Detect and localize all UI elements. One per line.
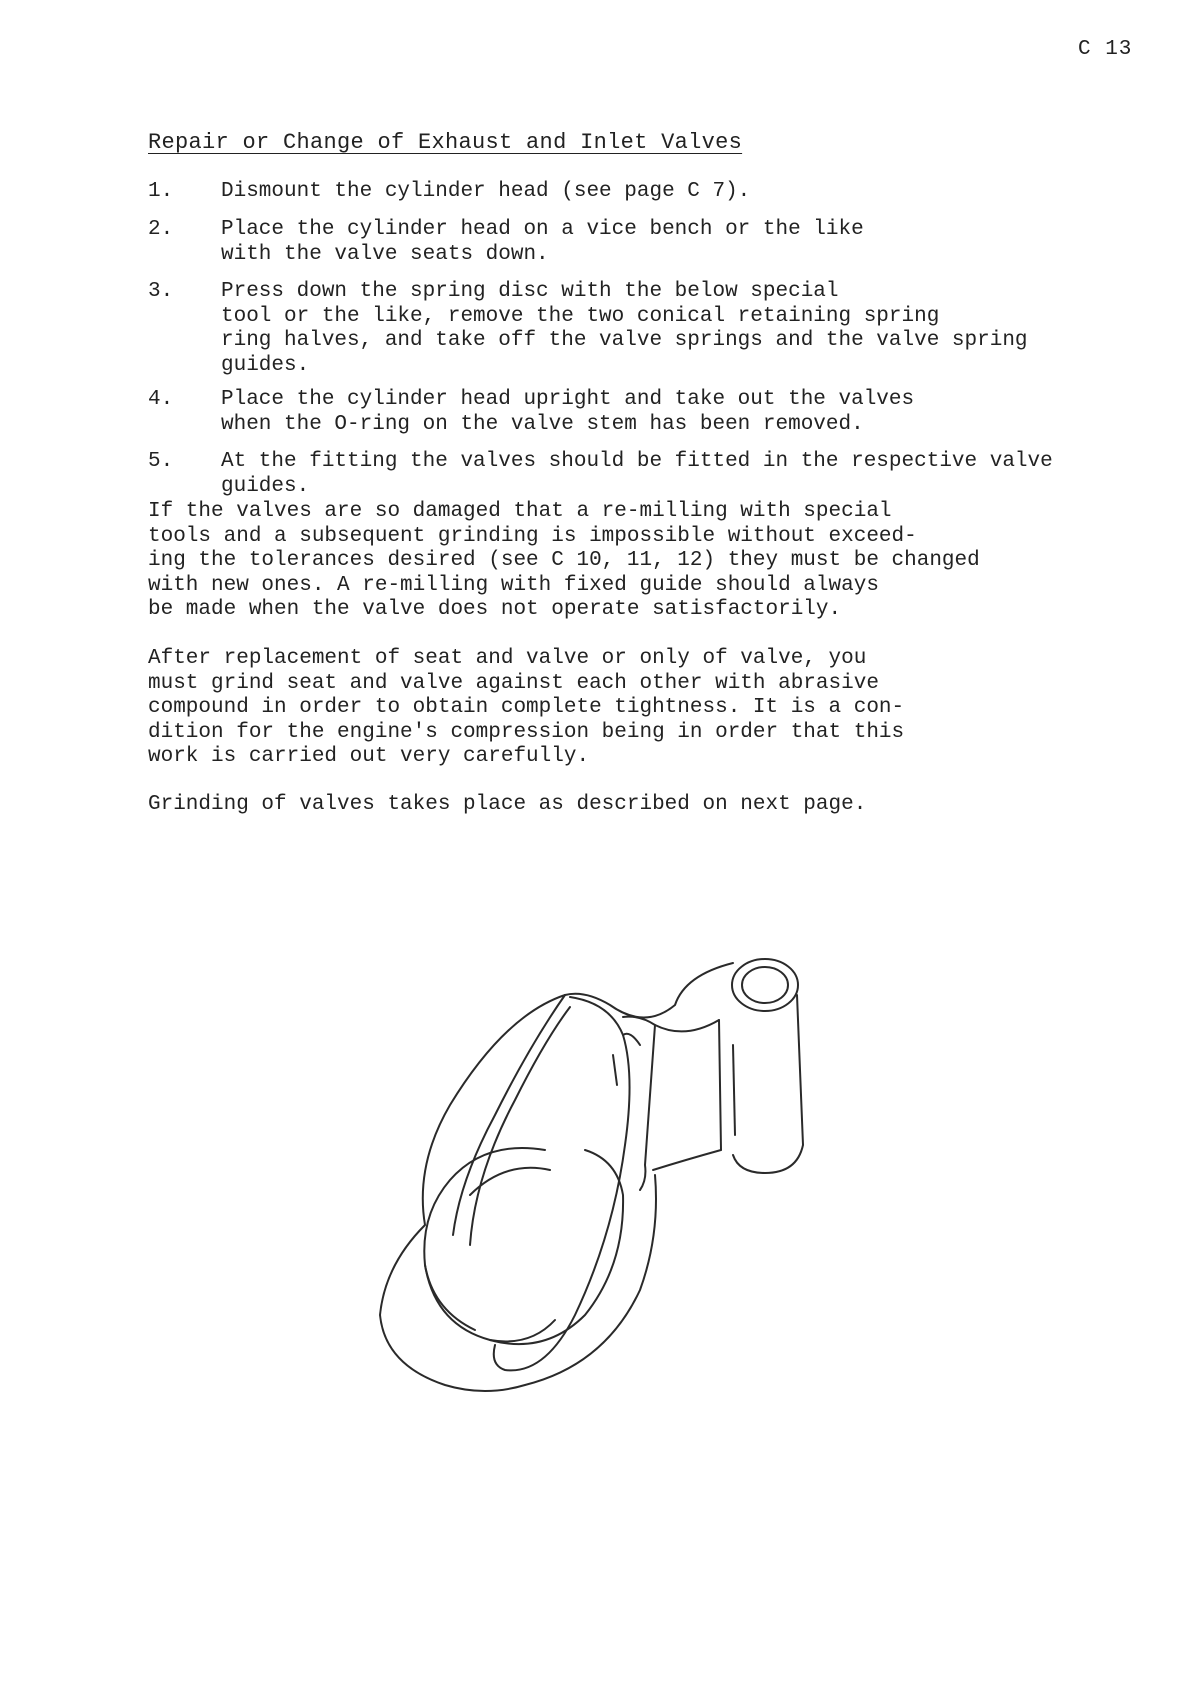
step-number: 3. xyxy=(148,280,174,303)
step-text: Place the cylinder head on a vice bench or the like with the valve seats down. xyxy=(221,218,864,266)
step-text: Place the cylinder head upright and take out the valves when the O-ring on the valve stem has been removed. xyxy=(221,388,915,436)
step-text: Dismount the cylinder head (see page C 7). xyxy=(221,180,751,203)
page-number: C 13 xyxy=(1078,38,1133,61)
step-number: 5. xyxy=(148,450,174,473)
step-text: Press down the spring disc with the below special tool or the like, remove the two conical retaining spring ring halves, and take off the valve springs and the valve spring guides. xyxy=(221,280,1028,377)
step-text: At the fitting the valves should be fitted in the respective valve guides. xyxy=(221,450,1053,498)
paragraph-damaged-valves: If the valves are so damaged that a re-milling with special tools and a subsequent grinding is impossible without exceed- ing the tolerances desired (see C 10, 11, 12) they must be changed with new ones. A re-milling with fixed guide should always be made when the valve does not operate satisfactorily. xyxy=(148,500,980,621)
paragraph-next-page: Grinding of valves takes place as described on next page. xyxy=(148,793,867,816)
step-number: 2. xyxy=(148,218,174,241)
section-heading: Repair or Change of Exhaust and Inlet Valves xyxy=(148,130,743,155)
paragraph-grinding-requirement: After replacement of seat and valve or only of valve, you must grind seat and valve against each other with abrasive compound in order to obtain complete tightness. It is a con- dition for the engine's compression being in order that this work is carried out very carefully. xyxy=(148,647,905,768)
valve-spring-compressor-tool-icon xyxy=(355,945,835,1395)
step-number: 1. xyxy=(148,180,174,203)
step-number: 4. xyxy=(148,388,174,411)
